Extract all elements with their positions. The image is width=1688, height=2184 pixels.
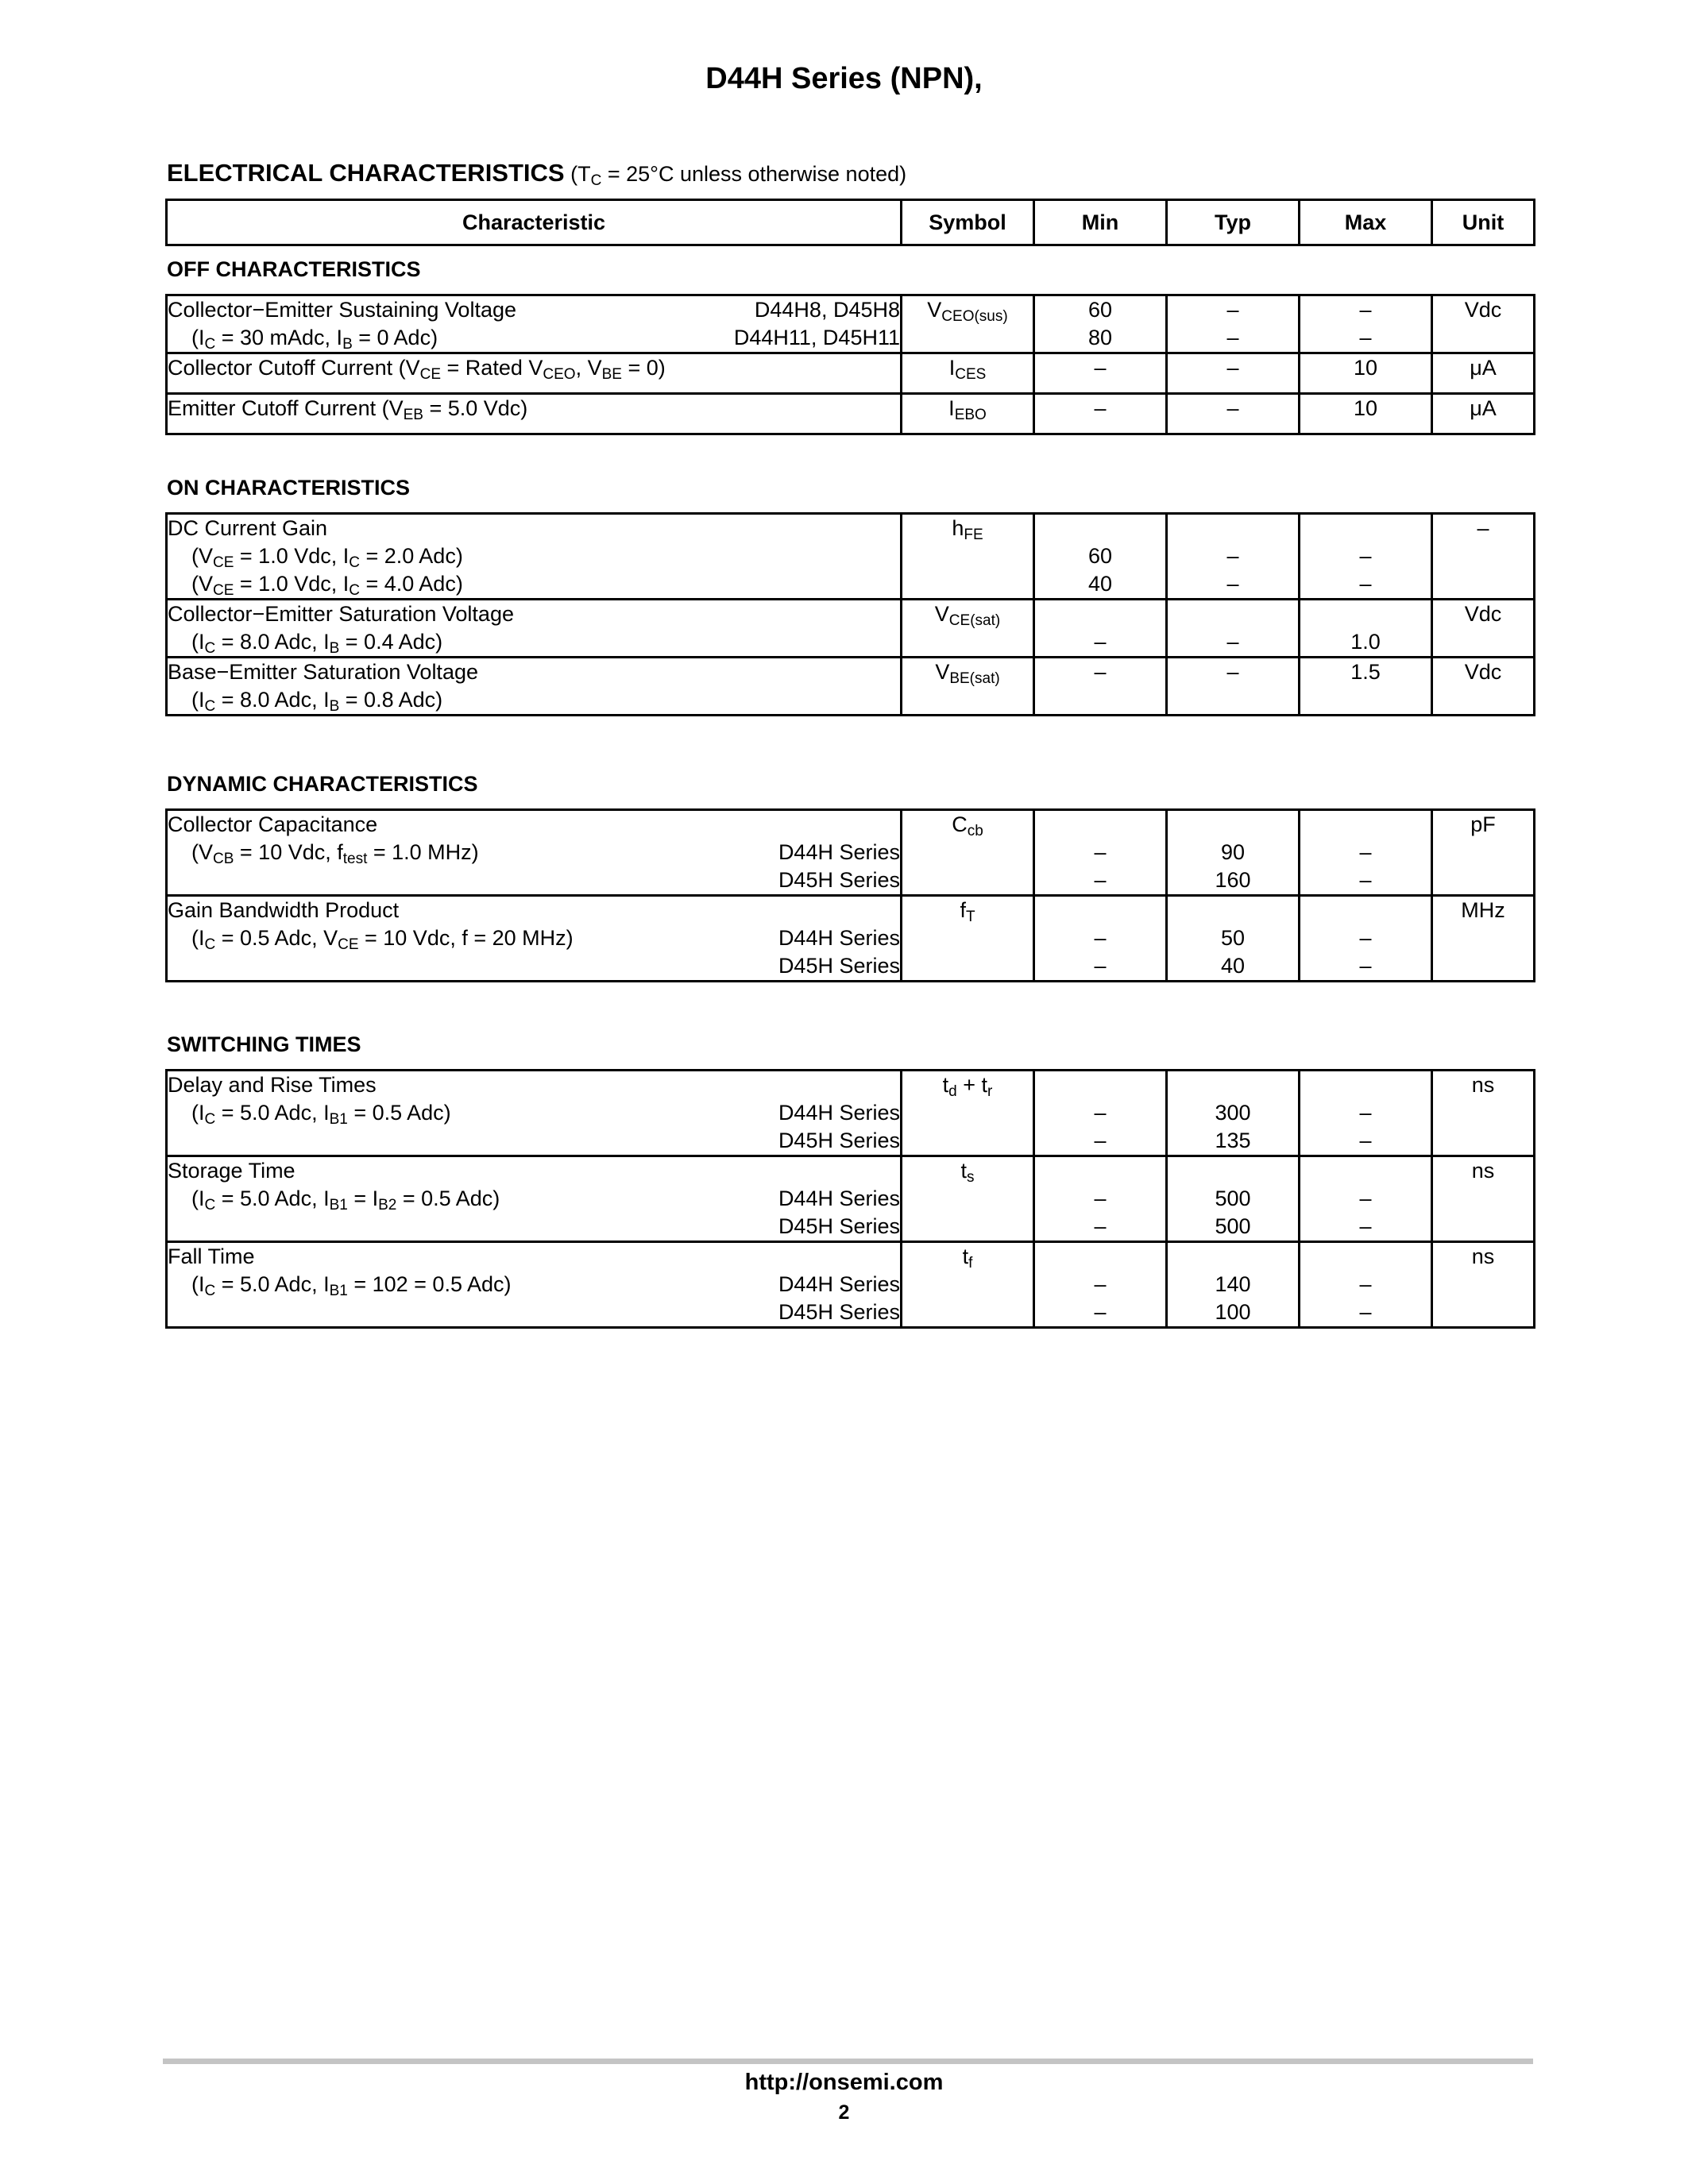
min-cell: 60 40 [1034,514,1167,600]
typ-cell: 90 160 [1167,810,1300,896]
typ-cell: 140 100 [1167,1242,1300,1328]
symbol-cell: $I_{CES}$ [902,353,1034,394]
symbol-cell: $I_{EBO}$ [902,394,1034,434]
unit-cell: ns [1432,1156,1535,1242]
header-typ: Typ [1167,200,1300,245]
typ-cell: 500 500 [1167,1156,1300,1242]
min-cell: – – [1034,1242,1167,1328]
switching-table [165,1069,1535,1329]
unit-cell: μA [1432,353,1535,394]
symbol-cell: $V_{BE(sat)}$ [902,658,1034,716]
symbol-cell: $t_s$ [902,1156,1034,1242]
char-cell: Gain Bandwidth Product ($I_C = 0.5$ Adc, $V_{CE} = 10$ Vdc, f = 20 MHz) D44H Series D45H Series [167,896,902,982]
table-row [167,394,1535,434]
unit-cell: Vdc [1432,600,1535,658]
max-cell: – – [1300,896,1432,982]
header-symbol: Symbol [902,200,1034,245]
section-dynamic: DYNAMIC CHARACTERISTICS [167,772,478,796]
table-row [167,1242,1535,1328]
typ-cell: – [1167,600,1300,658]
unit-cell: Vdc [1432,295,1535,353]
symbol-cell: $t_d + t_r$ [902,1071,1034,1156]
off-table [165,294,1535,435]
table-row [167,1071,1535,1156]
table-row [167,810,1535,896]
min-cell: 60 80 [1034,295,1167,353]
heading-bold: ELECTRICAL CHARACTERISTICS [167,159,565,187]
char-cell: Delay and Rise Times ($I_C = 5.0$ Adc, $I_{B1} = 0.5$ Adc) D44H Series D45H Series [167,1071,902,1156]
min-cell: – [1034,658,1167,716]
unit-cell: μA [1432,394,1535,434]
min-cell: – [1034,600,1167,658]
min-cell: – – [1034,1071,1167,1156]
table-row [167,658,1535,716]
char-cell: Collector−Emitter Sustaining Voltage D44H8, D45H8 ($I_C = 30$ mAdc, $I_B = 0$ Adc) D44H11, D45H11 [167,295,902,353]
char-cell: Collector−Emitter Saturation Voltage ($I_C = 8.0$ Adc, $I_B = 0.4$ Adc) [167,600,902,658]
min-cell: – – [1034,896,1167,982]
unit-cell: MHz [1432,896,1535,982]
max-cell: – – [1300,1242,1432,1328]
table-row [167,1156,1535,1242]
symbol-cell: $V_{CEO(sus)}$ [902,295,1034,353]
header-min: Min [1034,200,1167,245]
max-cell: 1.0 [1300,600,1432,658]
symbol-cell: $V_{CE(sat)}$ [902,600,1034,658]
char-cell: Collector Cutoff Current ($V_{CE}$ = Rated $V_{CEO}$, $V_{BE} = 0$) [167,353,902,394]
max-cell: – – [1300,810,1432,896]
max-cell: 10 [1300,394,1432,434]
section-off: OFF CHARACTERISTICS [167,257,421,281]
typ-cell: – – [1167,295,1300,353]
symbol-cell: $C_{cb}$ [902,810,1034,896]
section-switching: SWITCHING TIMES [167,1032,361,1056]
char-cell: DC Current Gain ($V_{CE} = 1.0$ Vdc, $I_C = 2.0$ Adc) ($V_{CE} = 1.0$ Vdc, $I_C = 4.0$ Adc) [167,514,902,600]
char-cell: Collector Capacitance ($V_{CB} = 10$ Vdc, $f_{test} = 1.0$ MHz) D44H Series D45H Series [167,810,902,896]
page-number: 2 [838,2101,850,2124]
symbol-cell: $h_{FE}$ [902,514,1034,600]
typ-cell: – [1167,394,1300,434]
max-cell: 10 [1300,353,1432,394]
symbol-cell: $f_T$ [902,896,1034,982]
min-cell: – – [1034,1156,1167,1242]
symbol-cell: $t_f$ [902,1242,1034,1328]
unit-cell: – [1432,514,1535,600]
table-row [167,295,1535,353]
max-cell: – – [1300,1156,1432,1242]
header-table [165,199,1535,246]
footer-divider [163,2059,1533,2064]
unit-cell: ns [1432,1242,1535,1328]
typ-cell: 300 135 [1167,1071,1300,1156]
header-unit: Unit [1432,200,1535,245]
min-cell: – [1034,394,1167,434]
section-heading: ELECTRICAL CHARACTERISTICS ($T_C = 25^\circ C$ unless otherwise noted) [167,159,907,189]
typ-cell: 50 40 [1167,896,1300,982]
char-cell: Base−Emitter Saturation Voltage ($I_C = 8.0$ Adc, $I_B = 0.8$ Adc) [167,658,902,716]
footer-url-link[interactable]: http://onsemi.com [744,2070,944,2095]
max-cell: – – [1300,514,1432,600]
dynamic-table [165,808,1535,982]
unit-cell: ns [1432,1071,1535,1156]
min-cell: – [1034,353,1167,394]
header-characteristic: Characteristic [167,200,902,245]
char-cell: Fall Time ($I_C = 5.0$ Adc, $I_{B1} = 102 = 0.5$ Adc) D44H Series D45H Series [167,1242,902,1328]
max-cell: – – [1300,295,1432,353]
table-row [167,353,1535,394]
max-cell: 1.5 [1300,658,1432,716]
typ-cell: – [1167,658,1300,716]
unit-cell: Vdc [1432,658,1535,716]
on-table [165,512,1535,716]
header-max: Max [1300,200,1432,245]
min-cell: – – [1034,810,1167,896]
char-cell: Emitter Cutoff Current ($V_{EB} = 5.0$ Vdc) [167,394,902,434]
unit-cell: pF [1432,810,1535,896]
char-cell: Storage Time ($I_C = 5.0$ Adc, $I_{B1} = I_{B2} = 0.5$ Adc) D44H Series D45H Series [167,1156,902,1242]
typ-cell: – – [1167,514,1300,600]
section-on: ON CHARACTERISTICS [167,476,411,500]
typ-cell: – [1167,353,1300,394]
header-row [167,200,1535,245]
page-title: D44H Series (NPN), [705,62,983,95]
max-cell: – – [1300,1071,1432,1156]
table-row [167,896,1535,982]
table-row [167,514,1535,600]
table-row [167,600,1535,658]
